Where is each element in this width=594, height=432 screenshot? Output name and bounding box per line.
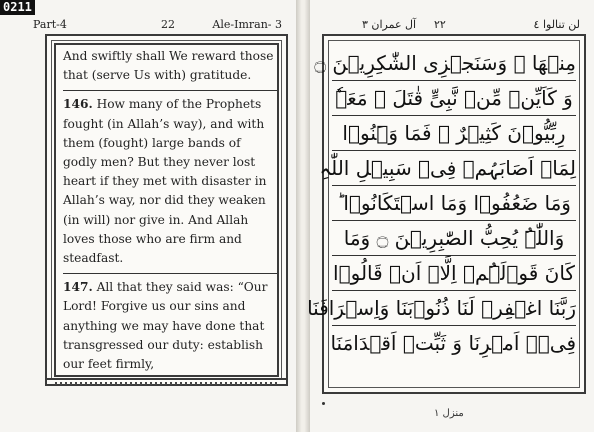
verse-number: 147. [63,280,93,295]
verse-text: All that they said was: “Our Lord! Forgive us our sins and anything we may have done that transgressed our duty: establish our feet firmly, [63,280,268,372]
page-dot [322,402,325,405]
right-page [307,0,594,432]
page-tag: 0211 [0,0,35,15]
manzil-footer: منزل ١ [434,408,464,419]
surah-label-arabic: آل عمران ٣ [362,18,417,31]
arabic-line: وَمَا ضَعُفُوۡا وَمَا اسۡتَکَانُوۡا ؕ [332,186,576,221]
translation-frame [45,34,288,386]
verse-number: 146. [63,97,93,112]
arabic-line: کَانَ قَوۡلَہُمۡ اِلَّاۤ اَنۡ قَالُوۡا [332,256,576,291]
surah-label: Ale-Imran- 3 [212,18,282,31]
verse-147 [63,273,277,374]
verse-146 [63,90,277,268]
book-spine [296,0,310,432]
arabic-line: مِنۡهَا ۚ وَسَنَجۡزِی الشّٰکِرِیۡنَ ۝ [332,46,576,81]
paragraph-continuation [63,47,277,85]
arabic-line: رَبَّنَا اغۡفِرۡ لَنَا ذُنُوۡبَنَا وَاِسۡرَافَنَا [332,291,576,326]
left-page-header [0,18,296,34]
page-number-arabic: ٢٢ [434,18,446,31]
arabic-frame [307,34,586,394]
arabic-line: وَاللّٰہُ یُحِبُّ الصّٰبِرِیۡنَ ۝ وَمَا [332,221,576,256]
arabic-line: وَ کَاَیِّنۡ مِّنۡ نَّبِیٍّ قٰتَلَ ۙ مَعَہٗ [332,81,576,116]
verse-text: How many of the Prophets fought (in Allah’s way), and with them (fought) large bands of godly men? But they never lost heart if they met with disaster in Allah’s way, nor did they weaken (in will) nor give in. And Allah loves those who are firm and steadfast. [63,97,267,266]
part-label: Part-4 [33,18,67,31]
paragraph-text: And swiftly shall We reward those that (serve Us with) gratitude. [63,49,274,83]
bottom-ornament [45,378,288,390]
translation-text [63,47,277,374]
arabic-text [307,46,576,360]
page-number: 22 [161,18,175,31]
right-page-header [310,18,594,34]
left-page [0,0,296,432]
arabic-line: لِمَاۤ اَصَابَہُمۡ فِیۡ سَبِیۡلِ اللّٰہِ [332,151,576,186]
juz-label: لن تنالوا ٤ [533,18,580,31]
arabic-line: رِبِّیُّوۡنَ کَثِیۡرٌ ۚ فَمَا وَہَنُوۡا [332,116,576,151]
arabic-line: فِیۡۤ اَمۡرِنَا وَ ثَبِّتۡ اَقۡدَامَنَا [330,331,576,355]
